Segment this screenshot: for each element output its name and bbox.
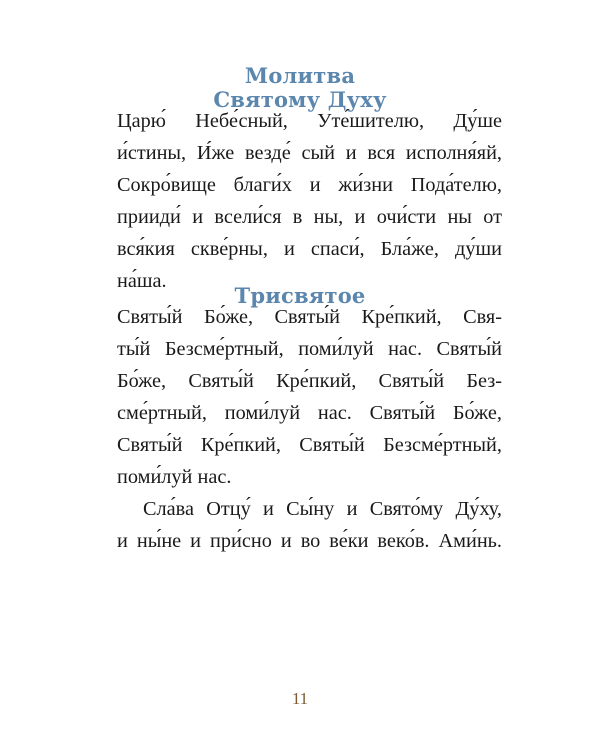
text-line: прииди́ и всели́ся в ны, и очи́сти ны от [117, 206, 502, 228]
text-line: поми́луй нас. [117, 466, 232, 488]
text-line: на́ша. [117, 270, 167, 292]
text-line: Святы́й Кре́пкий, Святы́й Безсме́ртный, [117, 434, 502, 456]
prayer-title-line-2: Святому Духу [213, 87, 387, 112]
text-line: вся́кия скве́рны, и спаси́, Бла́же, ду́ши [117, 238, 502, 260]
page-number: 11 [291, 689, 309, 708]
trisagion-text [117, 301, 502, 557]
text-line: Бо́же, Святы́й Кре́пкий, Святы́й Без- [117, 370, 502, 392]
text-line: и ны́не и при́сно и во ве́ки веко́в. Ами́нь. [117, 530, 502, 552]
text-line: сме́ртный, поми́луй нас. Святы́й Бо́же, [117, 402, 502, 424]
text-line: Святы́й Бо́же, Святы́й Кре́пкий, Свя- [117, 306, 502, 328]
prayer-title-line-1: Молитва [244, 63, 356, 88]
prayer-holy-spirit-text [117, 105, 502, 297]
text-line: Сокро́вище благи́х и жи́зни Пода́телю, [117, 174, 502, 196]
text-line: и́стины, И́же везде́ сый и вся исполня́яй, [117, 142, 502, 164]
trisagion-title: Трисвятое [234, 283, 366, 308]
text-line: Царю́ Небе́сный, Уте́шителю, Ду́ше [117, 110, 502, 132]
text-line: Сла́ва Отцу́ и Сы́ну и Свято́му Ду́ху, [143, 498, 502, 520]
text-line: ты́й Безсме́ртный, поми́луй нас. Святы́й [117, 338, 502, 360]
